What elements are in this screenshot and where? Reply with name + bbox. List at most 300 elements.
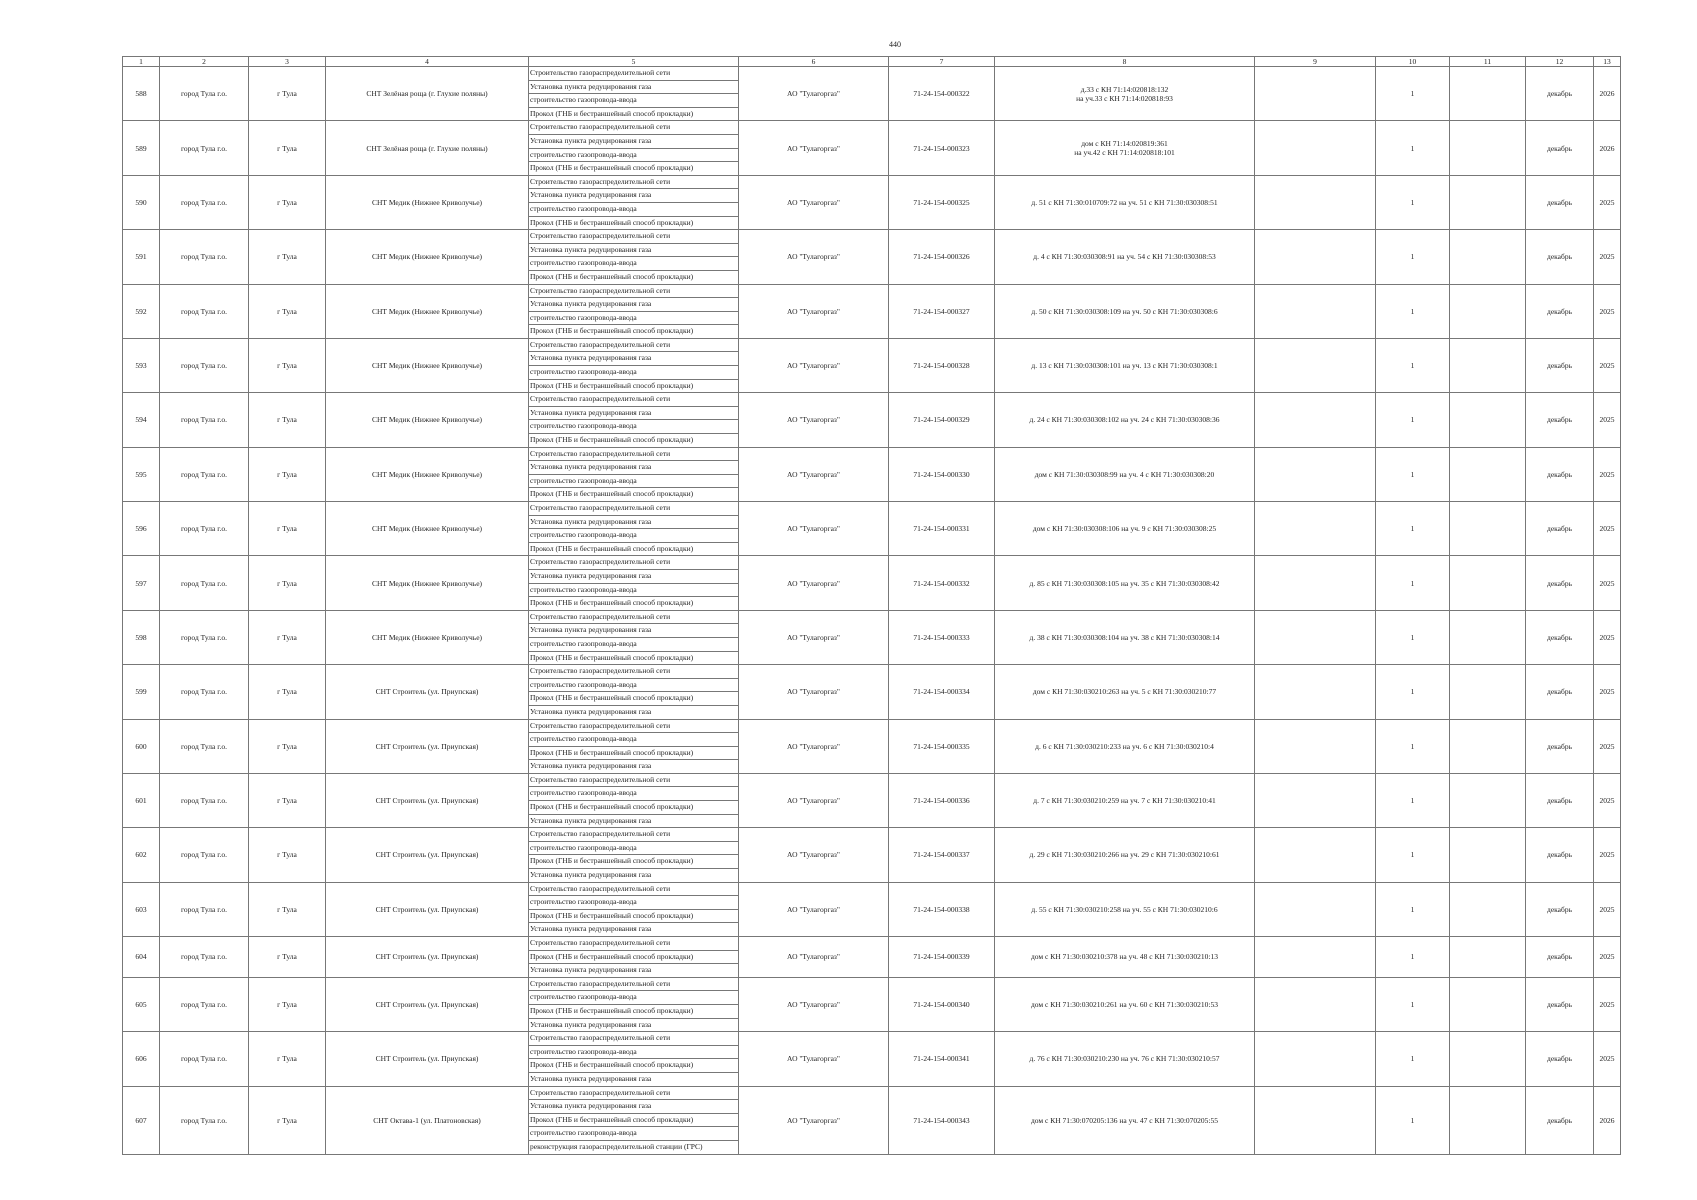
- work-item: Установка пункта редуцирования газа: [529, 298, 738, 312]
- organization-cell: АО "Тулагоргаз": [739, 175, 889, 229]
- year-cell: 2026: [1594, 1086, 1621, 1154]
- municipality-cell: город Тула г.о.: [160, 610, 249, 664]
- organization-cell: АО "Тулагоргаз": [739, 1032, 889, 1086]
- row-number: 605: [123, 977, 160, 1031]
- municipality-cell: город Тула г.о.: [160, 121, 249, 175]
- quantity-cell: 1: [1376, 175, 1450, 229]
- work-item: Установка пункта редуцирования газа: [530, 1019, 652, 1029]
- column-11-cell: [1450, 230, 1526, 284]
- column-11-cell: [1450, 1032, 1526, 1086]
- table-body: [123, 67, 1621, 1155]
- code-cell: 71-24-154-000336: [889, 773, 995, 827]
- column-9-cell: [1255, 610, 1376, 664]
- column-9-cell: [1255, 284, 1376, 338]
- locality-cell: г Тула: [249, 1086, 326, 1154]
- column-number-header: 13: [1594, 57, 1621, 67]
- month-cell: декабрь: [1526, 773, 1594, 827]
- column-9-cell: [1255, 447, 1376, 501]
- object-cell: СНТ Медик (Нижнее Криволучье): [326, 502, 529, 556]
- table-row: [123, 665, 1621, 719]
- address-line: д. 50 с КН 71:30:030308:109 на уч. 50 с КН 71:30:030308:6: [1031, 306, 1218, 316]
- row-number: 598: [123, 610, 160, 664]
- address-line: д. 55 с КН 71:30:030210:258 на уч. 55 с КН 71:30:030210:6: [1031, 904, 1218, 914]
- object-cell: СНТ Медик (Нижнее Криволучье): [326, 338, 529, 392]
- row-number: 601: [123, 773, 160, 827]
- locality-cell: г Тула: [249, 1032, 326, 1086]
- address-cell: [995, 937, 1255, 978]
- municipality-cell: город Тула г.о.: [160, 447, 249, 501]
- work-item: строительство газопровода-ввода: [529, 679, 738, 693]
- work-item: Установка пункта редуцирования газа: [529, 1100, 738, 1114]
- organization-cell: АО "Тулагоргаз": [739, 502, 889, 556]
- address-cell: [995, 502, 1255, 556]
- row-number: 597: [123, 556, 160, 610]
- organization-cell: АО "Тулагоргаз": [739, 773, 889, 827]
- column-11-cell: [1450, 502, 1526, 556]
- work-item: Строительство газораспределительной сети: [529, 883, 738, 897]
- year-cell: 2025: [1594, 610, 1621, 664]
- quantity-cell: 1: [1376, 67, 1450, 121]
- register-table: [122, 56, 1621, 1155]
- year-cell: 2025: [1594, 556, 1621, 610]
- table-row: [123, 502, 1621, 556]
- table-row: [123, 977, 1621, 1031]
- work-item: строительство газопровода-ввода: [529, 529, 738, 543]
- municipality-cell: город Тула г.о.: [160, 665, 249, 719]
- work-item: Строительство газораспределительной сети: [529, 978, 738, 992]
- quantity-cell: 1: [1376, 1032, 1450, 1086]
- column-9-cell: [1255, 828, 1376, 882]
- municipality-cell: город Тула г.о.: [160, 393, 249, 447]
- table-row: [123, 447, 1621, 501]
- work-item: Установка пункта редуцирования газа: [530, 706, 652, 716]
- table-row: [123, 1086, 1621, 1154]
- works-cell: [529, 882, 739, 936]
- address-cell: [995, 175, 1255, 229]
- column-numbers-row: [123, 57, 1621, 67]
- organization-cell: АО "Тулагоргаз": [739, 67, 889, 121]
- address-line: д. 4 с КН 71:30:030308:91 на уч. 54 с КН 71:30:030308:53: [1033, 252, 1216, 262]
- year-cell: 2025: [1594, 393, 1621, 447]
- work-item: строительство газопровода-ввода: [529, 420, 738, 434]
- work-item: Строительство газораспределительной сети: [529, 828, 738, 842]
- locality-cell: г Тула: [249, 719, 326, 773]
- organization-cell: АО "Тулагоргаз": [739, 393, 889, 447]
- work-item: строительство газопровода-ввода: [529, 257, 738, 271]
- code-cell: 71-24-154-000338: [889, 882, 995, 936]
- work-item: Прокол (ГНБ и бестраншейный способ прокладки): [530, 380, 694, 390]
- column-number-header: 9: [1255, 57, 1376, 67]
- address-cell: [995, 882, 1255, 936]
- organization-cell: АО "Тулагоргаз": [739, 121, 889, 175]
- organization-cell: АО "Тулагоргаз": [739, 556, 889, 610]
- month-cell: декабрь: [1526, 977, 1594, 1031]
- work-item: Установка пункта редуцирования газа: [530, 761, 652, 771]
- works-cell: [529, 502, 739, 556]
- row-number: 604: [123, 937, 160, 978]
- organization-cell: АО "Тулагоргаз": [739, 937, 889, 978]
- address-line: дом с КН 71:30:070205:136 на уч. 47 с КН 71:30:070205:55: [1030, 1115, 1219, 1125]
- address-cell: [995, 447, 1255, 501]
- work-item: строительство газопровода-ввода: [529, 366, 738, 380]
- address-cell: [995, 230, 1255, 284]
- year-cell: 2025: [1594, 1032, 1621, 1086]
- work-item: Прокол (ГНБ и бестраншейный способ прокладки): [530, 108, 694, 118]
- works-cell: [529, 665, 739, 719]
- code-cell: 71-24-154-000340: [889, 977, 995, 1031]
- locality-cell: г Тула: [249, 882, 326, 936]
- works-cell: [529, 719, 739, 773]
- quantity-cell: 1: [1376, 828, 1450, 882]
- page-number: 440: [889, 40, 901, 49]
- quantity-cell: 1: [1376, 665, 1450, 719]
- year-cell: 2025: [1594, 502, 1621, 556]
- column-9-cell: [1255, 175, 1376, 229]
- column-11-cell: [1450, 121, 1526, 175]
- column-11-cell: [1450, 719, 1526, 773]
- code-cell: 71-24-154-000332: [889, 556, 995, 610]
- column-9-cell: [1255, 719, 1376, 773]
- locality-cell: г Тула: [249, 393, 326, 447]
- address-cell: [995, 338, 1255, 392]
- column-number-header: 10: [1376, 57, 1450, 67]
- code-cell: 71-24-154-000341: [889, 1032, 995, 1086]
- column-11-cell: [1450, 338, 1526, 392]
- code-cell: 71-24-154-000328: [889, 338, 995, 392]
- table-row: [123, 230, 1621, 284]
- address-cell: [995, 1086, 1255, 1154]
- address-line: дом с КН 71:14:020819:361: [1081, 139, 1168, 149]
- work-item: Строительство газораспределительной сети: [529, 67, 738, 81]
- work-item: Строительство газораспределительной сети: [529, 230, 738, 244]
- month-cell: декабрь: [1526, 828, 1594, 882]
- year-cell: 2025: [1594, 882, 1621, 936]
- row-number: 592: [123, 284, 160, 338]
- year-cell: 2025: [1594, 284, 1621, 338]
- works-cell: [529, 828, 739, 882]
- column-9-cell: [1255, 230, 1376, 284]
- work-item: строительство газопровода-ввода: [529, 475, 738, 489]
- work-item: Строительство газораспределительной сети: [529, 176, 738, 190]
- column-9-cell: [1255, 338, 1376, 392]
- table-row: [123, 121, 1621, 175]
- object-cell: СНТ Медик (Нижнее Криволучье): [326, 284, 529, 338]
- row-number: 599: [123, 665, 160, 719]
- works-cell: [529, 773, 739, 827]
- works-cell: [529, 393, 739, 447]
- month-cell: декабрь: [1526, 1032, 1594, 1086]
- work-item: Прокол (ГНБ и бестраншейный способ прокладки): [530, 652, 694, 662]
- address-cell: [995, 556, 1255, 610]
- work-item: Прокол (ГНБ и бестраншейный способ прокладки): [530, 543, 694, 553]
- table-row: [123, 284, 1621, 338]
- row-number: 594: [123, 393, 160, 447]
- work-item: Строительство газораспределительной сети: [529, 285, 738, 299]
- work-item: строительство газопровода-ввода: [529, 733, 738, 747]
- code-cell: 71-24-154-000335: [889, 719, 995, 773]
- quantity-cell: 1: [1376, 977, 1450, 1031]
- column-number-header: 12: [1526, 57, 1594, 67]
- address-cell: [995, 977, 1255, 1031]
- code-cell: 71-24-154-000330: [889, 447, 995, 501]
- row-number: 603: [123, 882, 160, 936]
- work-item: Прокол (ГНБ и бестраншейный способ прокладки): [529, 1114, 738, 1128]
- work-item: Прокол (ГНБ и бестраншейный способ прокладки): [530, 326, 694, 336]
- table-row: [123, 556, 1621, 610]
- year-cell: 2025: [1594, 447, 1621, 501]
- municipality-cell: город Тула г.о.: [160, 67, 249, 121]
- address-cell: [995, 121, 1255, 175]
- column-number-header: 4: [326, 57, 529, 67]
- object-cell: СНТ Зелёная роща (г. Глухие поляны): [326, 121, 529, 175]
- work-item: Установка пункта редуцирования газа: [529, 516, 738, 530]
- municipality-cell: город Тула г.о.: [160, 828, 249, 882]
- locality-cell: г Тула: [249, 284, 326, 338]
- organization-cell: АО "Тулагоргаз": [739, 828, 889, 882]
- organization-cell: АО "Тулагоргаз": [739, 610, 889, 664]
- row-number: 596: [123, 502, 160, 556]
- address-cell: [995, 67, 1255, 121]
- locality-cell: г Тула: [249, 338, 326, 392]
- object-cell: СНТ Медик (Нижнее Криволучье): [326, 393, 529, 447]
- object-cell: СНТ Строитель (ул. Приупская): [326, 719, 529, 773]
- month-cell: декабрь: [1526, 556, 1594, 610]
- column-9-cell: [1255, 1086, 1376, 1154]
- work-item: строительство газопровода-ввода: [529, 1046, 738, 1060]
- work-item: Установка пункта редуцирования газа: [529, 135, 738, 149]
- work-item: Строительство газораспределительной сети: [529, 448, 738, 462]
- column-11-cell: [1450, 67, 1526, 121]
- year-cell: 2025: [1594, 175, 1621, 229]
- work-item: Установка пункта редуцирования газа: [529, 189, 738, 203]
- organization-cell: АО "Тулагоргаз": [739, 230, 889, 284]
- quantity-cell: 1: [1376, 284, 1450, 338]
- organization-cell: АО "Тулагоргаз": [739, 665, 889, 719]
- work-item: Установка пункта редуцирования газа: [529, 352, 738, 366]
- work-item: Установка пункта редуцирования газа: [529, 461, 738, 475]
- column-number-header: 6: [739, 57, 889, 67]
- column-11-cell: [1450, 447, 1526, 501]
- work-item: Прокол (ГНБ и бестраншейный способ прокладки): [529, 1005, 738, 1019]
- address-line: дом с КН 71:30:030210:378 на уч. 48 с КН 71:30:030210:13: [1030, 952, 1219, 962]
- work-item: Прокол (ГНБ и бестраншейный способ прокладки): [529, 951, 738, 965]
- work-item: строительство газопровода-ввода: [529, 94, 738, 108]
- month-cell: декабрь: [1526, 502, 1594, 556]
- year-cell: 2025: [1594, 338, 1621, 392]
- works-cell: [529, 556, 739, 610]
- column-11-cell: [1450, 977, 1526, 1031]
- address-line: д. 7 с КН 71:30:030210:259 на уч. 7 с КН 71:30:030210:41: [1033, 796, 1216, 806]
- work-item: Установка пункта редуцирования газа: [529, 244, 738, 258]
- work-item: строительство газопровода-ввода: [529, 584, 738, 598]
- work-item: Установка пункта редуцирования газа: [530, 924, 652, 934]
- row-number: 595: [123, 447, 160, 501]
- month-cell: декабрь: [1526, 230, 1594, 284]
- municipality-cell: город Тула г.о.: [160, 977, 249, 1031]
- works-cell: [529, 937, 739, 978]
- address-line: д. 6 с КН 71:30:030210:233 на уч. 6 с КН 71:30:030210:4: [1035, 741, 1214, 751]
- table-row: [123, 828, 1621, 882]
- month-cell: декабрь: [1526, 937, 1594, 978]
- quantity-cell: 1: [1376, 719, 1450, 773]
- quantity-cell: 1: [1376, 1086, 1450, 1154]
- work-item: Строительство газораспределительной сети: [529, 665, 738, 679]
- work-item: Строительство газораспределительной сети: [529, 1087, 738, 1101]
- row-number: 606: [123, 1032, 160, 1086]
- works-cell: [529, 67, 739, 121]
- table-row: [123, 882, 1621, 936]
- table-row: [123, 1032, 1621, 1086]
- works-cell: [529, 121, 739, 175]
- column-11-cell: [1450, 773, 1526, 827]
- quantity-cell: 1: [1376, 447, 1450, 501]
- table-row: [123, 175, 1621, 229]
- row-number: 588: [123, 67, 160, 121]
- table-row: [123, 338, 1621, 392]
- quantity-cell: 1: [1376, 338, 1450, 392]
- organization-cell: АО "Тулагоргаз": [739, 284, 889, 338]
- row-number: 590: [123, 175, 160, 229]
- row-number: 607: [123, 1086, 160, 1154]
- work-item: реконструкция газораспределительной станции (ГРС): [530, 1141, 703, 1151]
- work-item: Установка пункта редуцирования газа: [529, 624, 738, 638]
- row-number: 589: [123, 121, 160, 175]
- object-cell: СНТ Строитель (ул. Приупская): [326, 773, 529, 827]
- year-cell: 2025: [1594, 937, 1621, 978]
- column-9-cell: [1255, 977, 1376, 1031]
- work-item: строительство газопровода-ввода: [529, 638, 738, 652]
- code-cell: 71-24-154-000326: [889, 230, 995, 284]
- quantity-cell: 1: [1376, 502, 1450, 556]
- column-9-cell: [1255, 665, 1376, 719]
- work-item: строительство газопровода-ввода: [529, 896, 738, 910]
- address-line: д. 29 с КН 71:30:030210:266 на уч. 29 с КН 71:30:030210:61: [1029, 850, 1220, 860]
- year-cell: 2025: [1594, 828, 1621, 882]
- organization-cell: АО "Тулагоргаз": [739, 882, 889, 936]
- municipality-cell: город Тула г.о.: [160, 937, 249, 978]
- table-row: [123, 393, 1621, 447]
- object-cell: СНТ Строитель (ул. Приупская): [326, 1032, 529, 1086]
- year-cell: 2026: [1594, 67, 1621, 121]
- works-cell: [529, 338, 739, 392]
- municipality-cell: город Тула г.о.: [160, 1032, 249, 1086]
- work-item: строительство газопровода-ввода: [529, 203, 738, 217]
- object-cell: СНТ Медик (Нижнее Криволучье): [326, 556, 529, 610]
- work-item: Прокол (ГНБ и бестраншейный способ прокладки): [529, 855, 738, 869]
- column-11-cell: [1450, 665, 1526, 719]
- works-cell: [529, 447, 739, 501]
- work-item: Установка пункта редуцирования газа: [529, 570, 738, 584]
- month-cell: декабрь: [1526, 175, 1594, 229]
- locality-cell: г Тула: [249, 665, 326, 719]
- year-cell: 2025: [1594, 230, 1621, 284]
- municipality-cell: город Тула г.о.: [160, 338, 249, 392]
- works-cell: [529, 977, 739, 1031]
- code-cell: 71-24-154-000327: [889, 284, 995, 338]
- month-cell: декабрь: [1526, 665, 1594, 719]
- column-11-cell: [1450, 175, 1526, 229]
- address-line: д. 76 с КН 71:30:030210:230 на уч. 76 с КН 71:30:030210:57: [1029, 1054, 1220, 1064]
- column-11-cell: [1450, 610, 1526, 664]
- month-cell: декабрь: [1526, 67, 1594, 121]
- work-item: Прокол (ГНБ и бестраншейный способ прокладки): [530, 435, 694, 445]
- row-number: 591: [123, 230, 160, 284]
- address-line: д. 24 с КН 71:30:030308:102 на уч. 24 с КН 71:30:030308:36: [1029, 415, 1220, 425]
- address-line: д. 85 с КН 71:30:030308:105 на уч. 35 с КН 71:30:030308:42: [1029, 578, 1220, 588]
- quantity-cell: 1: [1376, 230, 1450, 284]
- work-item: Строительство газораспределительной сети: [529, 121, 738, 135]
- work-item: Установка пункта редуцирования газа: [529, 407, 738, 421]
- work-item: Прокол (ГНБ и бестраншейный способ прокладки): [530, 271, 694, 281]
- address-line: дом с КН 71:30:030308:99 на уч. 4 с КН 71:30:030308:20: [1034, 469, 1215, 479]
- works-cell: [529, 230, 739, 284]
- municipality-cell: город Тула г.о.: [160, 284, 249, 338]
- column-11-cell: [1450, 828, 1526, 882]
- month-cell: декабрь: [1526, 1086, 1594, 1154]
- object-cell: СНТ Зелёная роща (г. Глухие поляны): [326, 67, 529, 121]
- address-cell: [995, 828, 1255, 882]
- column-11-cell: [1450, 882, 1526, 936]
- work-item: Установка пункта редуцирования газа: [530, 815, 652, 825]
- work-item: Прокол (ГНБ и бестраншейный способ прокладки): [529, 747, 738, 761]
- address-cell: [995, 773, 1255, 827]
- column-number-header: 2: [160, 57, 249, 67]
- column-11-cell: [1450, 284, 1526, 338]
- quantity-cell: 1: [1376, 773, 1450, 827]
- work-item: строительство газопровода-ввода: [529, 312, 738, 326]
- organization-cell: АО "Тулагоргаз": [739, 719, 889, 773]
- locality-cell: г Тула: [249, 121, 326, 175]
- work-item: строительство газопровода-ввода: [529, 149, 738, 163]
- work-item: Установка пункта редуцирования газа: [530, 870, 652, 880]
- object-cell: СНТ Строитель (ул. Приупская): [326, 828, 529, 882]
- quantity-cell: 1: [1376, 121, 1450, 175]
- municipality-cell: город Тула г.о.: [160, 230, 249, 284]
- code-cell: 71-24-154-000329: [889, 393, 995, 447]
- municipality-cell: город Тула г.о.: [160, 1086, 249, 1154]
- column-11-cell: [1450, 556, 1526, 610]
- municipality-cell: город Тула г.о.: [160, 175, 249, 229]
- column-11-cell: [1450, 937, 1526, 978]
- address-line: д. 51 с КН 71:30:010709:72 на уч. 51 с КН 71:30:030308:51: [1031, 197, 1218, 207]
- work-item: строительство газопровода-ввода: [529, 842, 738, 856]
- work-item: Строительство газораспределительной сети: [529, 393, 738, 407]
- municipality-cell: город Тула г.о.: [160, 719, 249, 773]
- work-item: Строительство газораспределительной сети: [529, 720, 738, 734]
- locality-cell: г Тула: [249, 447, 326, 501]
- code-cell: 71-24-154-000337: [889, 828, 995, 882]
- work-item: Строительство газораспределительной сети: [529, 502, 738, 516]
- address-line: д. 38 с КН 71:30:030308:104 на уч. 38 с КН 71:30:030308:14: [1029, 632, 1220, 642]
- table-row: [123, 937, 1621, 978]
- work-item: Прокол (ГНБ и бестраншейный способ прокладки): [529, 692, 738, 706]
- address-cell: [995, 610, 1255, 664]
- work-item: Строительство газораспределительной сети: [529, 339, 738, 353]
- month-cell: декабрь: [1526, 719, 1594, 773]
- address-cell: [995, 1032, 1255, 1086]
- column-number-header: 7: [889, 57, 995, 67]
- column-9-cell: [1255, 1032, 1376, 1086]
- address-line: дом с КН 71:30:030210:263 на уч. 5 с КН 71:30:030210:77: [1032, 687, 1217, 697]
- year-cell: 2025: [1594, 977, 1621, 1031]
- column-9-cell: [1255, 67, 1376, 121]
- work-item: Установка пункта редуцирования газа: [530, 1073, 652, 1083]
- quantity-cell: 1: [1376, 882, 1450, 936]
- municipality-cell: город Тула г.о.: [160, 773, 249, 827]
- table-row: [123, 773, 1621, 827]
- quantity-cell: 1: [1376, 610, 1450, 664]
- locality-cell: г Тула: [249, 556, 326, 610]
